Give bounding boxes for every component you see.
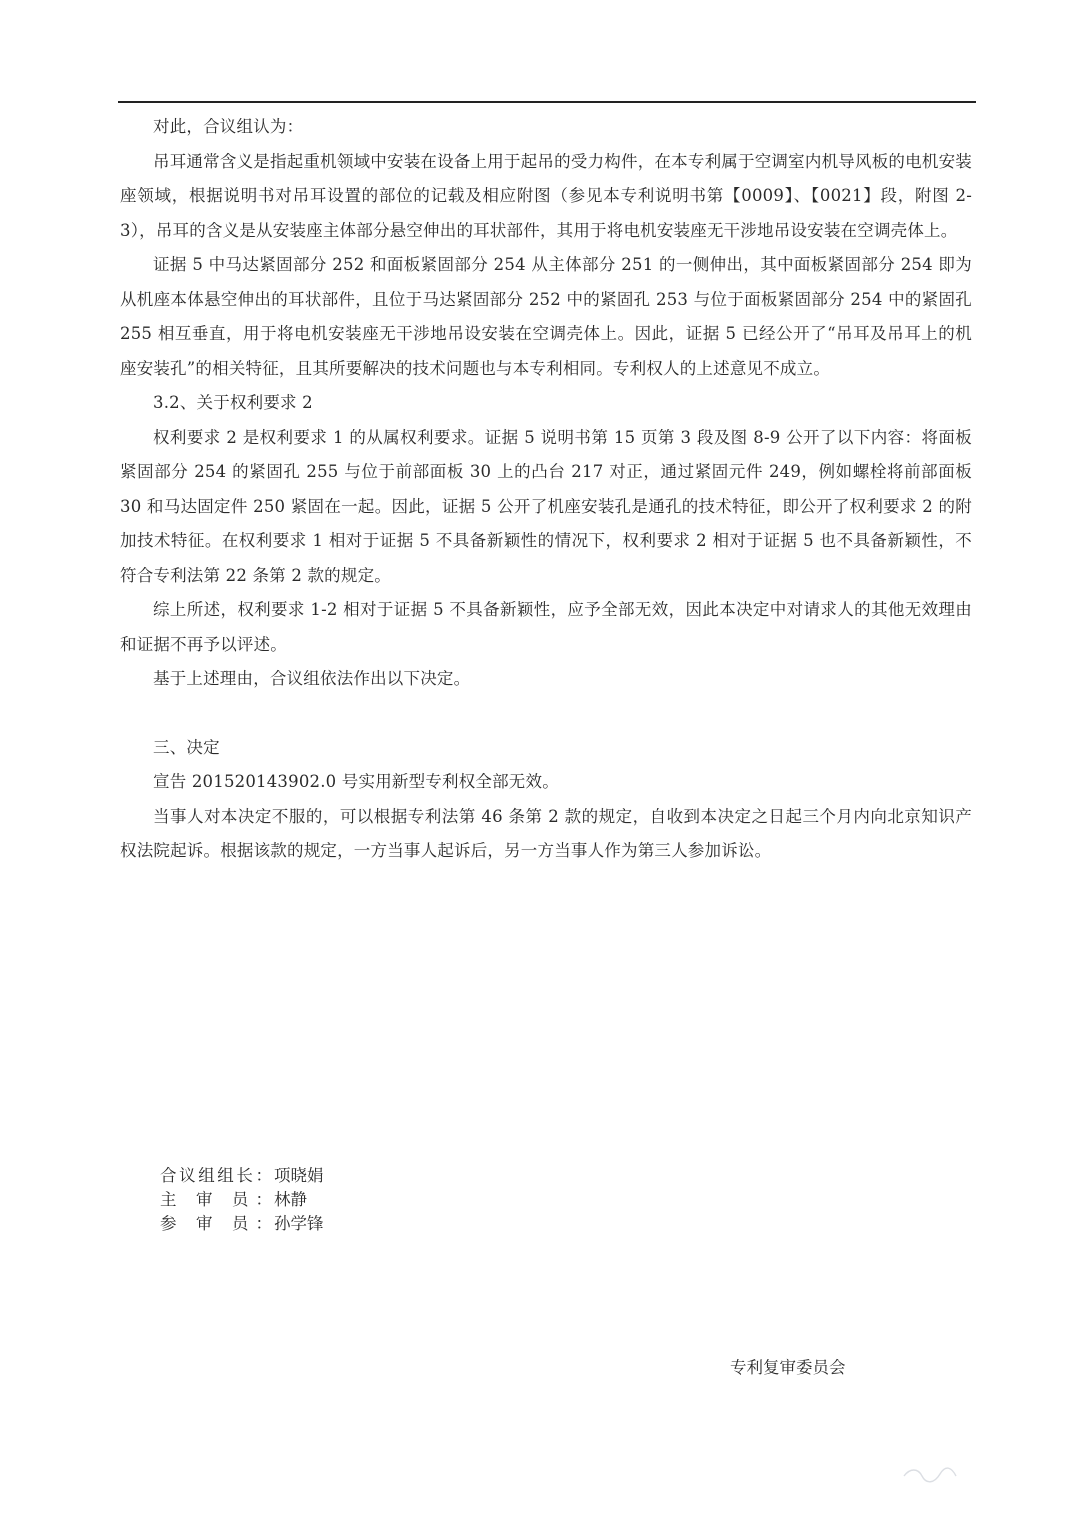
paragraph-evidence-5: 证据 5 中马达紧固部分 252 和面板紧固部分 254 从主体部分 251 的一侧伸出，其中面板紧固部分 254 即为从机座本体悬空伸出的耳状部件，且位于马达紧固部分 252 中的紧固孔 253 与位于面板紧固部分 254 中的紧固孔 255 相互垂直，用于将电机安装座无干涉地吊设安装在空调壳体上。因此，证据 5 已经公开了“吊耳及吊耳上的机座安装孔”的相关特征，且其所要解决的技术问题也与本专利相同。专利权人的上述意见不成立。 xyxy=(120,255,972,378)
decision-body xyxy=(120,110,972,869)
panel-row xyxy=(160,1212,324,1236)
watermark-mark xyxy=(900,1462,960,1486)
header-rule xyxy=(118,101,976,103)
decision-ruling: 宣告 201520143902.0 号实用新型专利权全部无效。 xyxy=(153,772,559,791)
decision-appeal: 当事人对本决定不服的，可以根据专利法第 46 条第 2 款的规定，自收到本决定之日起三个月内向北京知识产权法院起诉。根据该款的规定，一方当事人起诉后，另一方当事人作为第三人参加诉讼。 xyxy=(120,806,972,860)
committee-name: 专利复审委员会 xyxy=(730,1358,846,1377)
section-heading-claim-2: 3.2、关于权利要求 2 xyxy=(153,393,313,412)
panel-role: 主 审 员： xyxy=(160,1190,272,1209)
paragraph-intro: 对此，合议组认为： xyxy=(153,117,304,136)
panel-role: 合议组组长： xyxy=(160,1166,272,1185)
paragraph-summary: 综上所述，权利要求 1-2 相对于证据 5 不具备新颖性，应予全部无效，因此本决定中对请求人的其他无效理由和证据不再予以评述。 xyxy=(120,600,972,654)
paragraph-claim-2: 权利要求 2 是权利要求 1 的从属权利要求。证据 5 说明书第 15 页第 3 段及图 8-9 公开了以下内容：将面板紧固部分 254 的紧固孔 255 与位于前部面板 30 上的凸台 217 对正，通过紧固元件 249，例如螺栓将前部面板 30 和马达固定件 250 紧固在一起。因此，证据 5 公开了机座安装孔是通孔的技术特征，即公开了权利要求 2 的附加技术特征。在权利要求 1 相对于证据 5 不具备新颖性的情况下，权利要求 2 相对于证据 5 也不具备新颖性，不符合专利法第 22 条第 2 款的规定。 xyxy=(120,427,972,585)
paragraph-lifting-lug-meaning: 吊耳通常含义是指起重机领域中安装在设备上用于起吊的受力构件，在本专利属于空调室内机导风板的电机安装座领域，根据说明书对吊耳设置的部位的记载及相应附图（参见本专利说明书第【0009】、【0021】段，附图 2-3），吊耳的含义是从安装座主体部分悬空伸出的耳状部件，其用于将电机安装座无干涉地吊设安装在空调壳体上。 xyxy=(120,151,972,240)
decision-heading: 三、决定 xyxy=(153,737,220,757)
panel-signatures xyxy=(160,1164,324,1236)
panel-row xyxy=(160,1188,324,1212)
panel-row xyxy=(160,1164,324,1188)
panel-name: 林静 xyxy=(274,1190,307,1209)
panel-role: 参 审 员： xyxy=(160,1214,272,1233)
panel-name: 项晓娟 xyxy=(274,1166,324,1185)
paragraph-basis: 基于上述理由，合议组依法作出以下决定。 xyxy=(153,669,471,688)
panel-name: 孙学锋 xyxy=(274,1214,324,1233)
